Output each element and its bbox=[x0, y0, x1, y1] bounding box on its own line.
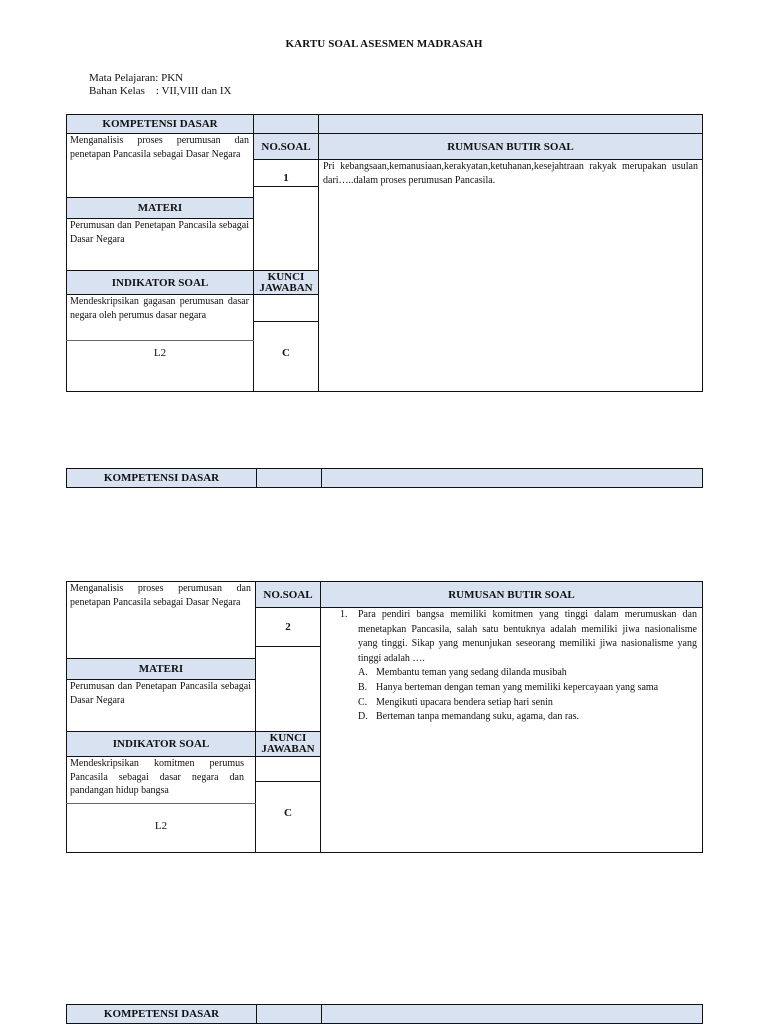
kunci-label-2: JAWABAN bbox=[261, 743, 315, 755]
subject-line: Mata Pelajaran: PKN bbox=[89, 72, 184, 84]
border bbox=[702, 581, 703, 853]
class-line: Bahan Kelas : VII,VIII dan IX bbox=[89, 85, 232, 97]
option-text: Berteman tanpa memandang suku, agama, dan ras. bbox=[376, 711, 579, 723]
border bbox=[66, 731, 321, 732]
kunci-value: C bbox=[284, 807, 292, 819]
kunci-header bbox=[256, 732, 320, 756]
border bbox=[321, 1004, 322, 1024]
rumusan-label: RUMUSAN BUTIR SOAL bbox=[447, 140, 574, 153]
no-soal-header bbox=[256, 582, 320, 607]
indikator-text: Mendeskripsikan komitmen perumus Pancasila sebagai dasar negara dan pandangan hidup bangsa bbox=[70, 758, 244, 796]
kd-header-label: KOMPETENSI DASAR bbox=[103, 1008, 220, 1020]
border bbox=[320, 581, 321, 853]
no-soal-value: 1 bbox=[283, 172, 289, 184]
border bbox=[66, 1004, 67, 1024]
option-text: Membantu teman yang sedang dilanda musibah bbox=[376, 667, 567, 679]
header-fill-mid bbox=[257, 1005, 321, 1023]
question-block bbox=[340, 608, 697, 725]
kunci-label-1: KUNCI bbox=[269, 732, 307, 744]
materi-text: Perumusan dan Penetapan Pancasila sebagai Dasar Negara bbox=[70, 220, 249, 246]
kunci-value: C bbox=[282, 347, 290, 359]
indikator-label: INDIKATOR SOAL bbox=[112, 738, 210, 750]
option-label: A. bbox=[358, 667, 368, 679]
border bbox=[256, 1004, 257, 1024]
no-soal-value: 2 bbox=[285, 621, 291, 633]
border bbox=[66, 803, 256, 804]
border bbox=[66, 1004, 703, 1005]
kompetensi-dasar-text: Menganalisis proses perumusan dan penetapan Pancasila sebagai Dasar Negara bbox=[70, 135, 249, 161]
question-number: 1. bbox=[340, 609, 348, 620]
indikator-label: INDIKATOR SOAL bbox=[111, 276, 209, 289]
no-soal-label: NO.SOAL bbox=[261, 140, 311, 153]
rumusan-header bbox=[321, 582, 702, 607]
kd-header bbox=[67, 1005, 256, 1023]
option-label: D. bbox=[358, 711, 368, 723]
kunci-label-2: JAWABAN bbox=[259, 281, 313, 294]
border bbox=[66, 852, 703, 853]
question-row bbox=[340, 608, 697, 666]
border bbox=[66, 658, 256, 659]
option-label: B. bbox=[358, 681, 368, 693]
page-title: KARTU SOAL ASESMEN MADRASAH bbox=[285, 38, 483, 50]
header-fill-right bbox=[322, 1005, 702, 1023]
option-a bbox=[340, 666, 697, 681]
kd-row-standalone-2 bbox=[66, 1004, 703, 1024]
rumusan-label: RUMUSAN BUTIR SOAL bbox=[448, 588, 575, 601]
materi-header bbox=[67, 659, 255, 679]
materi-text: Perumusan dan Penetapan Pancasila sebagai Dasar Negara bbox=[70, 681, 251, 707]
border bbox=[255, 646, 321, 647]
no-soal-label: NO.SOAL bbox=[263, 588, 313, 601]
kd-header-label: KOMPETENSI DASAR bbox=[103, 472, 220, 484]
materi-label: MATERI bbox=[137, 202, 183, 214]
kompetensi-dasar-text: Menganalisis proses perumusan dan penetapan Pancasila sebagai Dasar Negara bbox=[70, 583, 251, 609]
question-text: Pri kebangsaan,kemanusiaan,kerakyatan,ketuhanan,kesejahtraan rakyak merupakan usulan dari…..dalam proses perumusan Pancasila. bbox=[323, 161, 698, 187]
border bbox=[255, 781, 321, 782]
kunci-label-1: KUNCI bbox=[267, 270, 305, 283]
option-c bbox=[340, 696, 697, 711]
option-d bbox=[340, 710, 697, 725]
option-label: C. bbox=[358, 696, 368, 708]
question-text: Para pendiri bangsa memiliki komitmen yang tinggi dalam merumuskan dan menetapkan Pancasila, salah satu bentuknya adalah memiliki jiwa nasionalisme yang tinggi. Sikap yang menunjukan seseorang memiliki jiwa nasionalisme yang tinggi adalah …. bbox=[358, 609, 697, 664]
border bbox=[66, 581, 67, 853]
indikator-text: Mendeskripsikan gagasan perumusan dasar negara oleh perumus dasar negara bbox=[70, 296, 249, 321]
option-text: Hanya berteman dengan teman yang memiliki kepercayaan yang sama bbox=[376, 681, 659, 693]
border bbox=[702, 1004, 703, 1024]
materi-label: MATERI bbox=[138, 663, 184, 675]
level-value: L2 bbox=[153, 347, 167, 359]
kd-header-label: KOMPETENSI DASAR bbox=[102, 118, 218, 130]
indikator-header bbox=[67, 732, 255, 756]
option-text: Mengikuti upacara bendera setiap hari senin bbox=[376, 696, 553, 708]
option-b bbox=[340, 681, 697, 696]
level-value: L2 bbox=[154, 820, 168, 832]
